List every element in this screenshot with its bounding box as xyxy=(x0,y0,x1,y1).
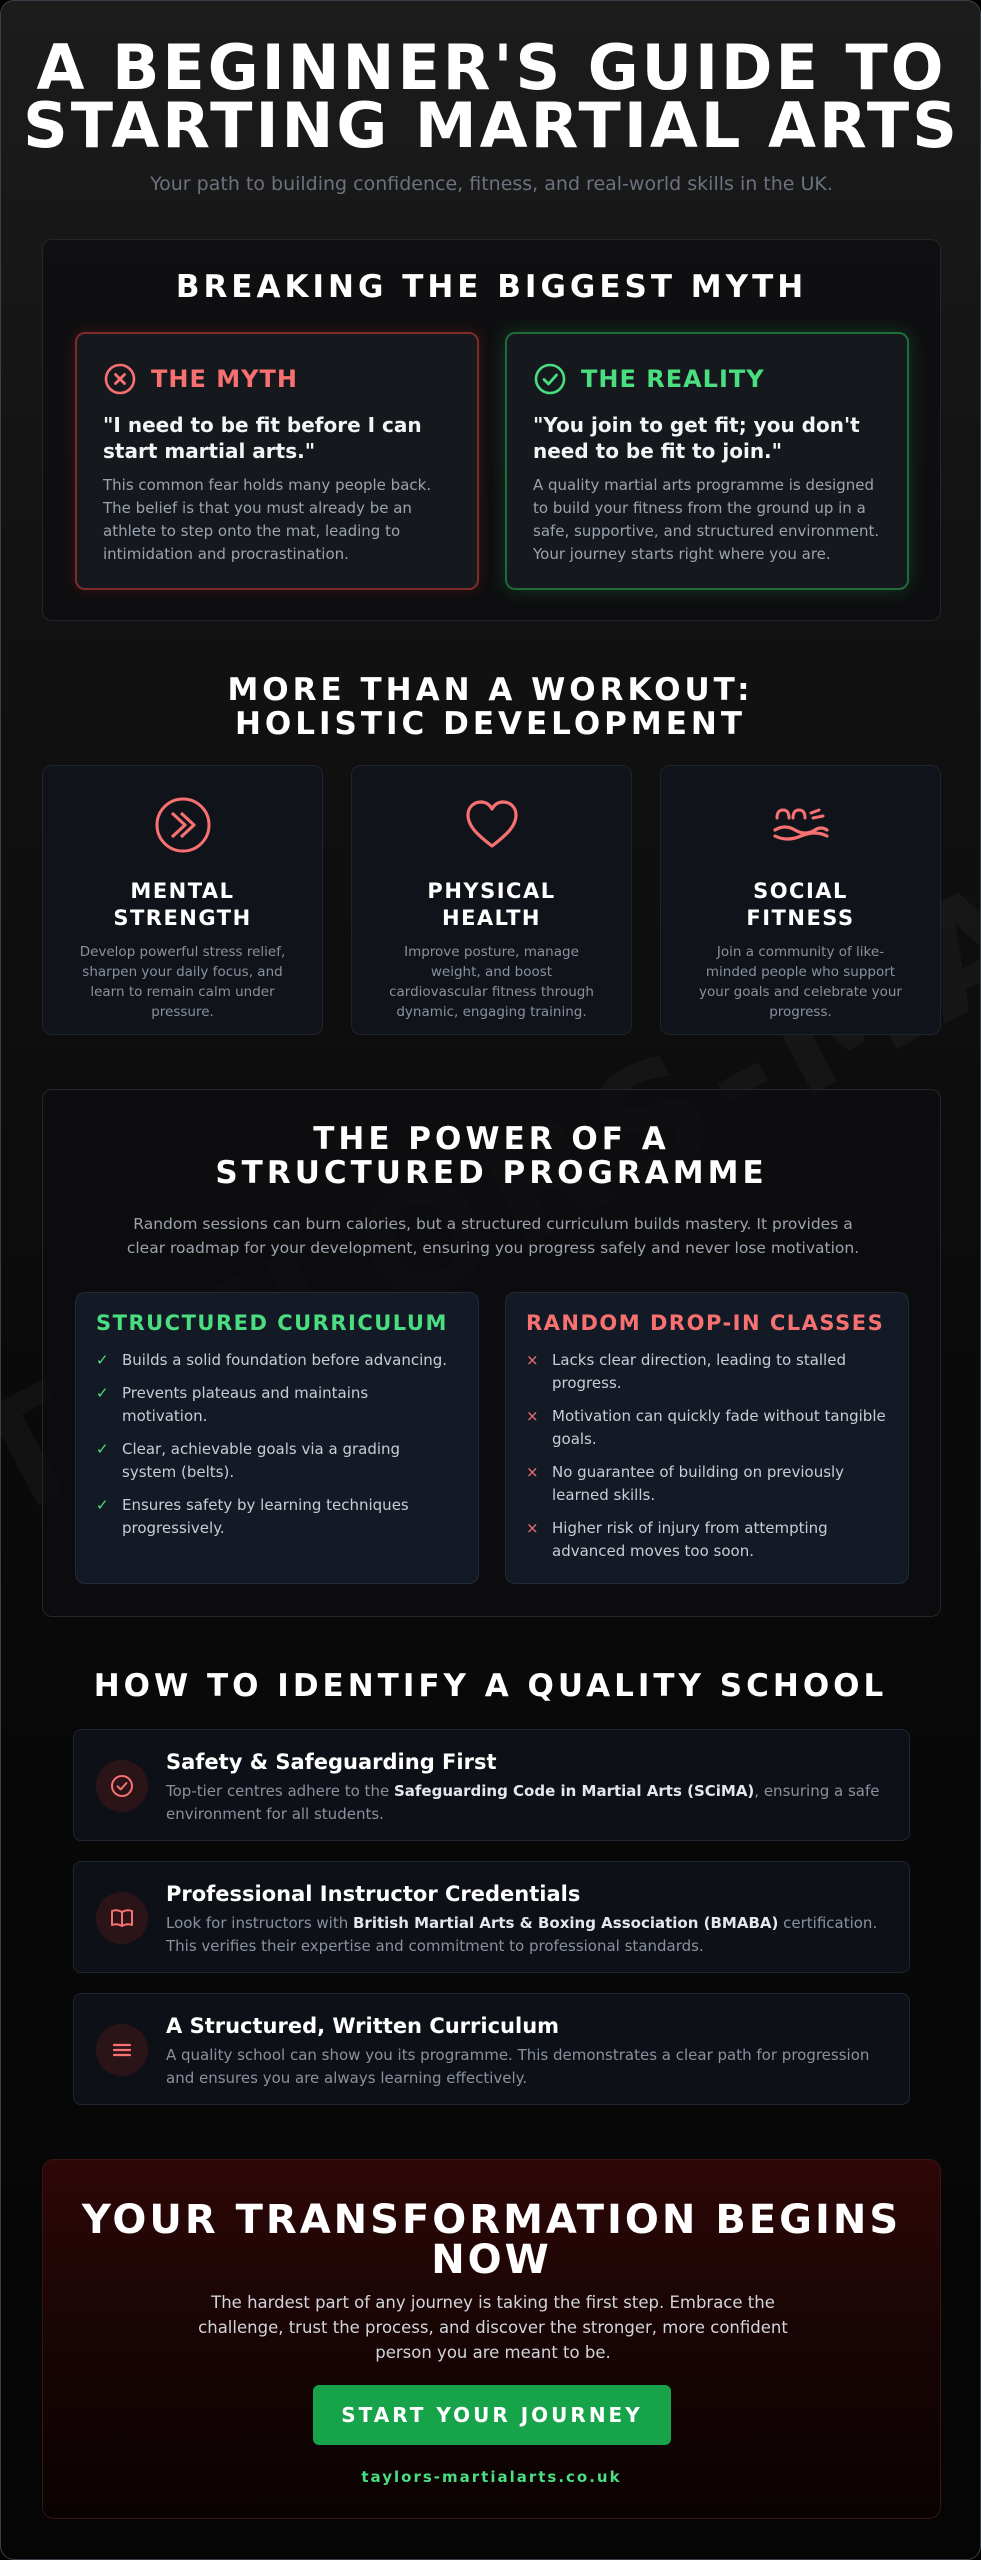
list-item: ✓ Clear, achievable goals via a grading system (belts). xyxy=(96,1438,458,1484)
book-icon xyxy=(109,1905,135,1931)
myth-section-title: BREAKING THE BIGGEST MYTH xyxy=(175,269,808,305)
holistic-card-desc: Develop powerful stress relief, sharpen your daily focus, and learn to remain calm under pressure. xyxy=(79,944,286,1020)
holistic-card-social xyxy=(660,765,941,1035)
list-item: × Lacks clear direction, leading to stalled progress. xyxy=(526,1349,888,1395)
cross-icon: × xyxy=(526,1351,539,1369)
cross-icon: × xyxy=(526,1463,539,1481)
cross-icon: × xyxy=(526,1407,539,1425)
holistic-card-desc: Join a community of like-minded people who support your goals and celebrate your progress. xyxy=(699,944,902,1020)
myth-card xyxy=(75,332,479,590)
list-item: × Higher risk of injury from attempting advanced moves too soon. xyxy=(526,1517,888,1563)
quality-item-title: Safety & Safeguarding First xyxy=(166,1750,497,1774)
structured-desc: Random sessions can burn calories, but a structured curriculum builds mastery. It provides a clear roadmap for your development, ensuring you progress safely and never lose motivation. xyxy=(126,1215,860,1257)
people-icon xyxy=(769,796,833,854)
structured-section xyxy=(42,1089,941,1617)
reality-card xyxy=(505,332,909,590)
list-item: ✓ Prevents plateaus and maintains motivation. xyxy=(96,1382,458,1428)
random-classes-title: RANDOM DROP-IN CLASSES xyxy=(526,1311,885,1335)
check-icon: ✓ xyxy=(96,1440,109,1458)
cross-icon: × xyxy=(526,1519,539,1537)
check-icon: ✓ xyxy=(96,1384,109,1402)
list-icon xyxy=(109,2037,135,2063)
reality-label: THE REALITY xyxy=(581,365,765,393)
cta-body: The hardest part of any journey is taking the first step. Embrace the challenge, trust the process, and discover the stronger, more confident person you are meant to be. xyxy=(198,2293,788,2362)
list-item: × No guarantee of building on previously learned skills. xyxy=(526,1461,888,1507)
quality-item-credentials xyxy=(73,1861,910,1973)
structured-curriculum-list xyxy=(96,1349,458,1540)
quality-item-title: A Structured, Written Curriculum xyxy=(166,2014,560,2038)
start-journey-button[interactable]: START YOUR JOURNEY xyxy=(313,2385,671,2445)
check-icon: ✓ xyxy=(96,1496,109,1514)
quality-item-desc: A quality school can show you its programme. This demonstrates a clear path for progression and ensures you are always learning effectively. xyxy=(166,2046,870,2087)
random-classes-list xyxy=(526,1349,888,1563)
list-item: × Motivation can quickly fade without tangible goals. xyxy=(526,1405,888,1451)
cta-title: YOUR TRANSFORMATION BEGINS NOW xyxy=(81,2197,902,2283)
check-icon: ✓ xyxy=(96,1351,109,1369)
quality-item-desc: Look for instructors with British Martial Arts & Boxing Association (BMABA) certification. This verifies their expertise and commitment to professional standards. xyxy=(166,1914,878,1955)
shield-check-icon xyxy=(109,1773,135,1799)
random-classes-card xyxy=(505,1292,909,1584)
list-item: ✓ Builds a solid foundation before advancing. xyxy=(96,1349,458,1372)
chevrons-right-icon xyxy=(154,796,212,854)
quality-item-desc: Top-tier centres adhere to the Safeguarding Code in Martial Arts (SCiMA), ensuring a safe environment for all students. xyxy=(166,1782,880,1823)
page-subtitle: Your path to building confidence, fitness, and real-world skills in the UK. xyxy=(150,173,833,195)
structured-curriculum-title: STRUCTURED CURRICULUM xyxy=(96,1311,448,1335)
holistic-section-title: MORE THAN A WORKOUT: HOLISTIC DEVELOPMENT xyxy=(227,672,754,742)
list-item: ✓ Ensures safety by learning techniques progressively. xyxy=(96,1494,458,1540)
check-circle-icon xyxy=(533,362,567,396)
holistic-card-title: MENTAL STRENGTH xyxy=(113,879,252,930)
structured-curriculum-card xyxy=(75,1292,479,1584)
cta-section xyxy=(42,2159,941,2519)
myth-quote: "I need to be fit before I can start martial arts." xyxy=(103,413,422,463)
myth-body: This common fear holds many people back. The belief is that you must already be an athlete to step onto the mat, leading to intimidation and procrastination. xyxy=(103,476,432,563)
x-circle-icon xyxy=(103,362,137,396)
quality-item-curriculum xyxy=(73,1993,910,2105)
quality-item-title: Professional Instructor Credentials xyxy=(166,1882,581,1906)
myth-header xyxy=(103,362,451,396)
holistic-card-mental xyxy=(42,765,323,1035)
holistic-card-title: SOCIAL FITNESS xyxy=(746,879,855,930)
quality-item-safety xyxy=(73,1729,910,1841)
structured-section-title: THE POWER OF A STRUCTURED PROGRAMME xyxy=(215,1121,768,1191)
page-title: A BEGINNER'S GUIDE TO STARTING MARTIAL ARTS xyxy=(23,31,960,162)
website-link[interactable]: taylors-martialarts.co.uk xyxy=(361,2468,622,2486)
reality-body: A quality martial arts programme is designed to build your fitness from the ground up in a safe, supportive, and structured environment. Your journey starts right where you are. xyxy=(533,476,880,563)
holistic-card-physical xyxy=(351,765,632,1035)
myth-label: THE MYTH xyxy=(151,365,298,393)
myth-section xyxy=(42,239,941,621)
reality-quote: "You join to get fit; you don't need to be fit to join." xyxy=(533,413,860,463)
reality-header xyxy=(533,362,881,396)
quality-section-title: HOW TO IDENTIFY A QUALITY SCHOOL xyxy=(93,1668,888,1704)
holistic-card-title: PHYSICAL HEALTH xyxy=(427,879,556,930)
heart-icon xyxy=(463,796,521,854)
holistic-card-desc: Improve posture, manage weight, and boost cardiovascular fitness through dynamic, engaging training. xyxy=(389,944,594,1020)
